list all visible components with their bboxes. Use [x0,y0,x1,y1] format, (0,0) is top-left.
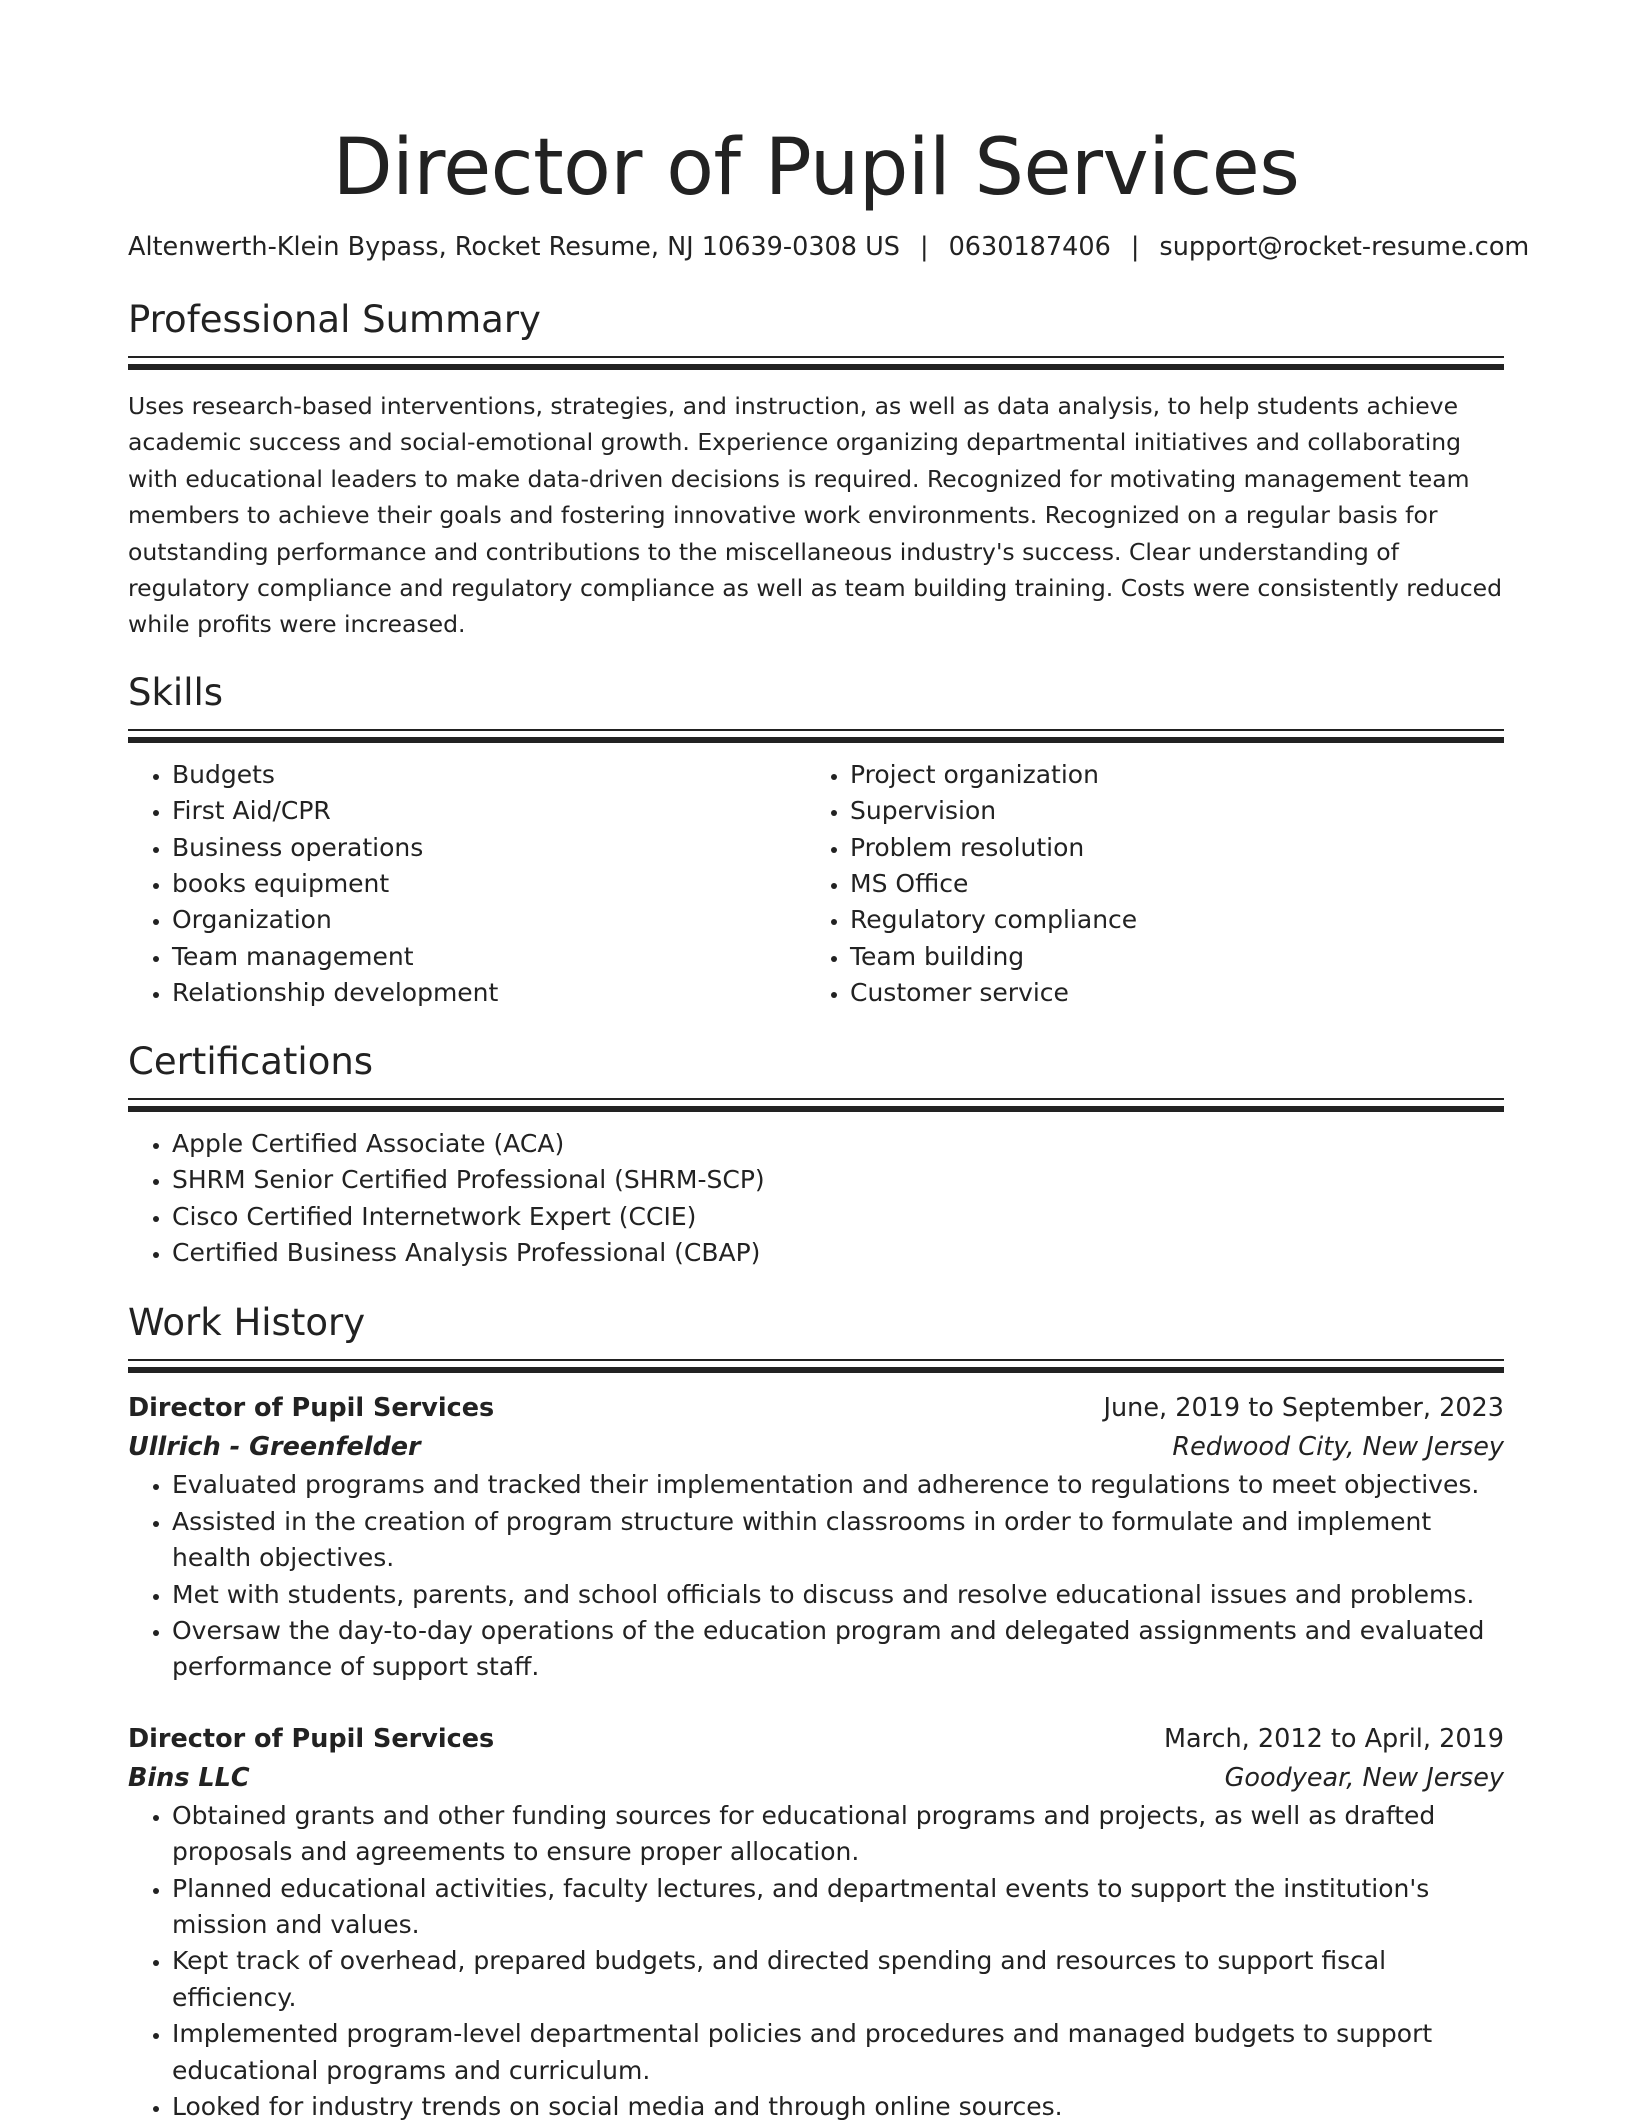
skill-item: • Supervision [850,793,1484,829]
summary-text: Uses research-based interventions, strategies, and instruction, as well as data analysis, to help students achieve academic success and social-emotional growth. Experience organizing departmental initiatives and collaborating with educational leaders to make data-driven decisions is required. Recognized for motivating management team members to achieve their goals and fostering innovative work environments. Recognized on a regular basis for outstanding performance and contributions to the miscellaneous industry's success. Clear understanding of regulatory compliance and regulatory compliance as well as team building training. Costs were consistently reduced while profits were increased. [128,392,1503,639]
job-header [128,1389,1504,1427]
section-title-certifications: Certifications [128,1039,374,1083]
contact-separator: | [1130,232,1140,262]
skills-list-right [806,757,1484,1012]
work-history-section [128,1301,1504,2125]
section-title-skills: Skills [128,670,224,714]
skill-item: • First Aid/CPR [172,793,806,829]
skill-item: • Team management [172,939,806,975]
job-location: Goodyear, New Jersey [1224,1762,1504,1793]
skill-item: • Customer service [850,975,1484,1011]
skills-list-left [128,757,806,1012]
job-subheader [128,1758,1504,1798]
job-entry [128,1389,1504,1685]
job-bullet: • Met with students, parents, and school officials to discuss and resolve educational issues and problems. [172,1577,1504,1613]
summary-section [128,298,1504,643]
skills-grid [128,757,1504,1012]
certifications-section [128,1040,1504,1272]
job-bullet: • Looked for industry trends on social media and through online sources. [172,2089,1504,2125]
job-bullets [128,1798,1504,2126]
job-entry [128,1720,1504,2126]
contact-line [128,230,1530,264]
resume-name: Director of Pupil Services [332,123,1300,213]
skill-item: • Business operations [172,830,806,866]
skill-item: • Problem resolution [850,830,1484,866]
job-bullet: • Oversaw the day-to-day operations of the education program and delegated assignments and evaluated performance of support staff. [172,1613,1504,1686]
contact-address: Altenwerth-Klein Bypass, Rocket Resume, NJ 10639-0308 US [128,232,900,262]
skill-item: • books equipment [172,866,806,902]
job-subheader [128,1427,1504,1467]
section-divider [128,356,1504,370]
job-company: Bins LLC [128,1762,250,1793]
skill-item: • Team building [850,939,1484,975]
skill-item: • Budgets [172,757,806,793]
job-bullet: • Planned educational activities, faculty lectures, and departmental events to support the institution's mission and values. [172,1871,1504,1944]
skills-section [128,671,1504,1012]
certification-item: • Certified Business Analysis Professional (CBAP) [172,1235,1504,1271]
skill-item: • MS Office [850,866,1484,902]
job-header [128,1720,1504,1758]
job-bullet: • Obtained grants and other funding sources for educational programs and projects, as well as drafted proposals and agreements to ensure proper allocation. [172,1798,1504,1871]
contact-phone: 0630187406 [948,232,1111,262]
certifications-list [128,1126,1504,1272]
certification-item: • Cisco Certified Internetwork Expert (CCIE) [172,1199,1504,1235]
job-bullets [128,1467,1504,1685]
job-bullet: • Implemented program-level departmental policies and procedures and managed budgets to support educational programs and curriculum. [172,2016,1504,2089]
certification-item: • Apple Certified Associate (ACA) [172,1126,1504,1162]
contact-separator: | [919,232,929,262]
job-location: Redwood City, New Jersey [1172,1432,1504,1463]
job-bullet: • Kept track of overhead, prepared budgets, and directed spending and resources to support fiscal efficiency. [172,1943,1504,2016]
section-title-summary: Professional Summary [128,298,541,341]
section-divider [128,1098,1504,1112]
section-divider [128,729,1504,743]
job-bullet: • Assisted in the creation of program structure within classrooms in order to formulate and implement health objectives. [172,1504,1504,1577]
skill-item: • Project organization [850,757,1484,793]
skill-item: • Organization [172,902,806,938]
skills-column-right [806,757,1484,1012]
job-title: Director of Pupil Services [128,1723,495,1754]
skill-item: • Regulatory compliance [850,902,1484,938]
skill-item: • Relationship development [172,975,806,1011]
skills-column-left [128,757,806,1012]
job-company: Ullrich - Greenfelder [128,1432,421,1463]
contact-email[interactable]: support@rocket-resume.com [1159,232,1530,262]
certification-item: • SHRM Senior Certified Professional (SHRM-SCP) [172,1162,1504,1198]
section-title-work-history: Work History [128,1301,366,1345]
job-dates: March, 2012 to April, 2019 [1163,1723,1504,1754]
section-divider [128,1359,1504,1373]
job-bullet: • Evaluated programs and tracked their implementation and adherence to regulations to meet objectives. [172,1467,1504,1503]
job-dates: June, 2019 to September, 2023 [1103,1393,1504,1424]
job-title: Director of Pupil Services [128,1393,495,1424]
